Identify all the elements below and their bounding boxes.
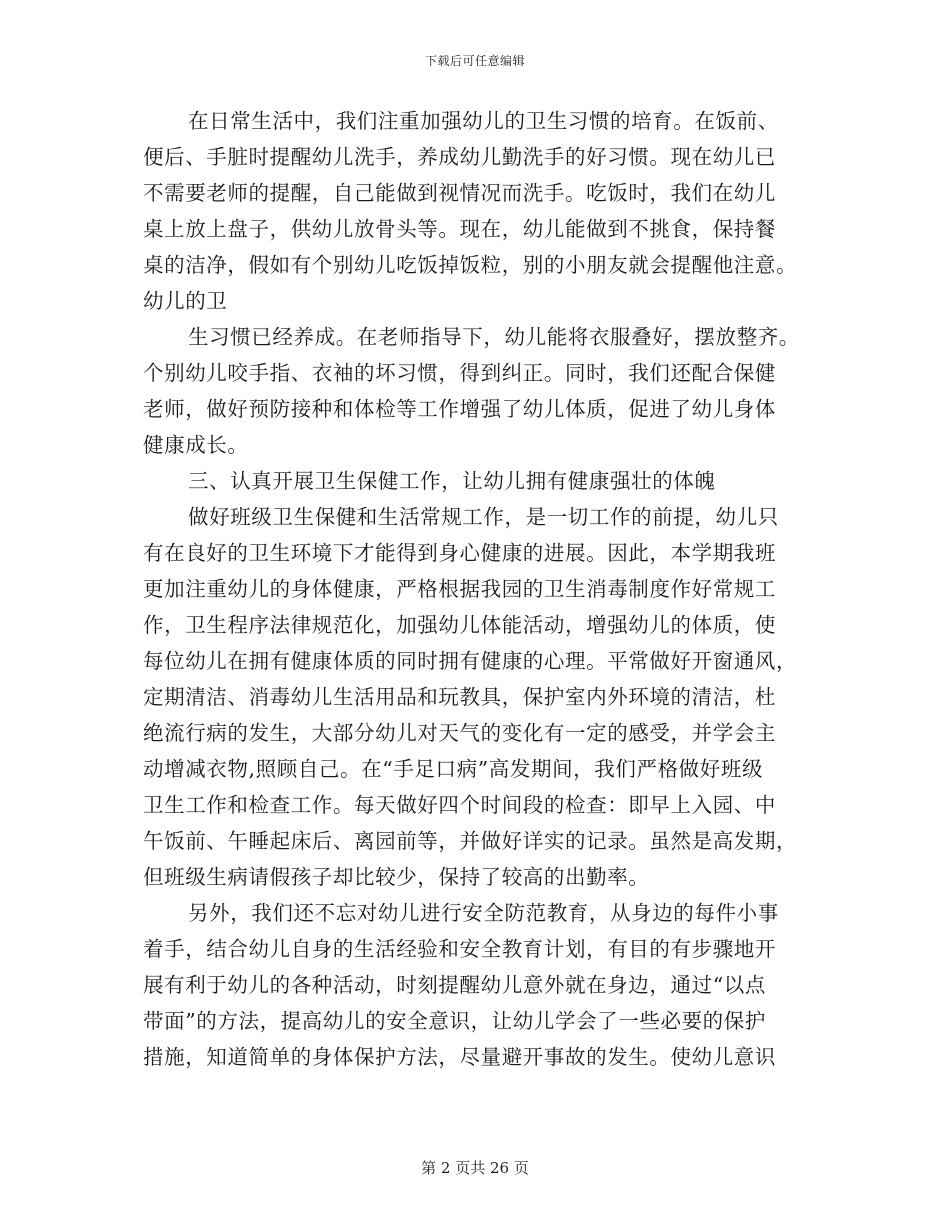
- section-heading: 三、认真开展卫生保健工作，让幼儿拥有健康强壮的体魄: [188, 469, 716, 493]
- text-line: 卫生工作和检查工作。每天做好四个时间段的检查：即早上入园、中: [143, 793, 776, 817]
- text-line: 每位幼儿在拥有健康体质的同时拥有健康的心理。平常做好开窗通风，: [143, 649, 798, 673]
- text-line: 绝流行病的发生，大部分幼儿对天气的变化有一定的感受，并学会主: [143, 721, 776, 745]
- text-line: 定期清洁、消毒幼儿生活用品和玩教具，保护室内外环境的清洁，杜: [143, 685, 776, 709]
- text-line: 作，卫生程序法律规范化，加强幼儿体能活动，增强幼儿的体质，使: [143, 613, 776, 637]
- text-line: 桌上放上盘子，供幼儿放骨头等。现在，幼儿能做到不挑食，保持餐: [143, 217, 776, 241]
- text-line: 着手，结合幼儿自身的生活经验和安全教育计划，有目的有步骤地开: [143, 937, 776, 961]
- text-line: 但班级生病请假孩子却比较少，保持了较高的出勤率。: [143, 865, 650, 889]
- text-line: 带面”的方法，提高幼儿的安全意识，让幼儿学会了一些必要的保护: [143, 1009, 766, 1033]
- text-line: 生习惯已经养成。在老师指导下，幼儿能将衣服叠好，摆放整齐。: [188, 325, 800, 349]
- text-line: 幼儿的卫: [143, 289, 228, 313]
- text-line: 展有利于幼儿的各种活动，时刻提醒幼儿意外就在身边，通过“以点: [143, 973, 766, 997]
- text-line: 午饭前、午睡起床后、离园前等，并做好详实的记录。虽然是高发期，: [143, 829, 798, 853]
- text-line: 不需要老师的提醒，自己能做到视情况而洗手。吃饭时，我们在幼儿: [143, 181, 776, 205]
- text-line: 更加注重幼儿的身体健康，严格根据我园的卫生消毒制度作好常规工: [143, 577, 776, 601]
- text-line: 个别幼儿咬手指、衣袖的坏习惯，得到纠正。同时，我们还配合保健: [143, 361, 776, 385]
- page-header: 下载后可任意编辑: [424, 54, 525, 68]
- text-line: 老师，做好预防接种和体检等工作增强了幼儿体质，促进了幼儿身体: [143, 397, 776, 421]
- text-line: 动增减衣物,照顾自己。在“手足口病”高发期间，我们严格做好班级: [143, 757, 764, 781]
- text-line: 做好班级卫生保健和生活常规工作，是一切工作的前提，幼儿只: [188, 505, 779, 529]
- text-line: 措施，知道简单的身体保护方法，尽量避开事故的发生。使幼儿意识: [143, 1045, 776, 1069]
- page-number-footer: 第 2 页共 26 页: [421, 1159, 529, 1177]
- text-line: 桌的洁净，假如有个别幼儿吃饭掉饭粒，别的小朋友就会提醒他注意。: [143, 253, 798, 277]
- document-body: [143, 103, 809, 1075]
- text-line: 便后、手脏时提醒幼儿洗手，养成幼儿勤洗手的好习惯。现在幼儿已: [143, 145, 776, 169]
- text-line: 有在良好的卫生环境下才能得到身心健康的进展。因此，本学期我班: [143, 541, 776, 565]
- text-line: 另外，我们还不忘对幼儿进行安全防范教育，从身边的每件小事: [188, 901, 779, 925]
- text-line: 健康成长。: [143, 433, 249, 457]
- text-line: 在日常生活中，我们注重加强幼儿的卫生习惯的培育。在饭前、: [188, 109, 779, 133]
